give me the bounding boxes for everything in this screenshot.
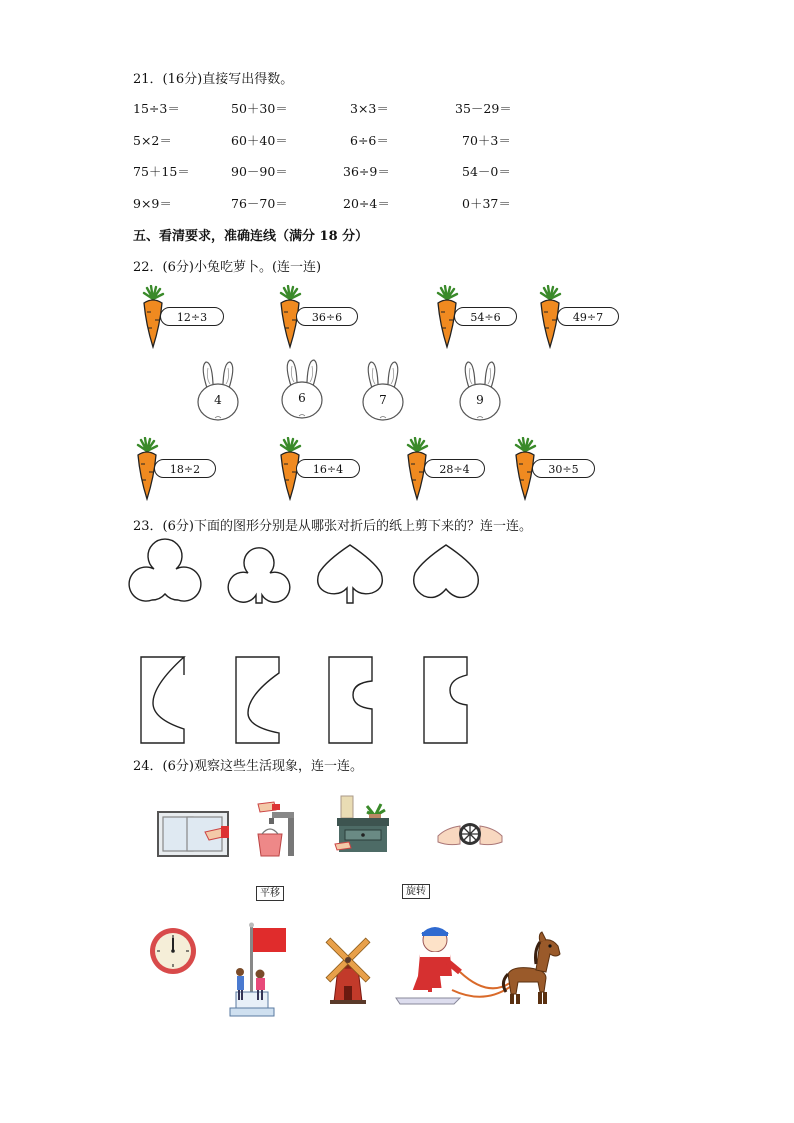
arith-item: 20÷4＝ xyxy=(343,196,390,211)
arith-item: 15÷3＝ xyxy=(133,101,180,116)
carrot-pill: 16÷4 xyxy=(296,459,360,478)
bunny-number: 9 xyxy=(476,393,484,407)
arith-item: 75＋15＝ xyxy=(133,164,190,179)
bunny-icon xyxy=(278,358,326,420)
arith-item: 9×9＝ xyxy=(133,196,172,211)
arith-item: 0＋37＝ xyxy=(462,196,511,211)
windmill-icon xyxy=(318,936,378,1006)
arith-item: 54－0＝ xyxy=(462,164,511,179)
bunny-number: 4 xyxy=(214,393,222,407)
bunny-number: 6 xyxy=(298,391,306,405)
bunny-number: 7 xyxy=(379,393,387,407)
arith-item: 76－70＝ xyxy=(231,196,288,211)
arith-item: 70＋3＝ xyxy=(462,133,511,148)
turning-lid-icon xyxy=(436,814,504,850)
q24-title: 24．(6分)观察这些生活现象，连一连。 xyxy=(133,759,363,774)
folded-paper-4 xyxy=(422,655,470,745)
drawer-icon xyxy=(335,796,391,854)
carrot-pill: 30÷5 xyxy=(532,459,595,478)
arith-item: 50＋30＝ xyxy=(231,101,288,116)
heart-shape xyxy=(410,543,482,601)
label-rotate: 旋转 xyxy=(402,884,430,899)
q23-title: 23．(6分)下面的图形分别是从哪张对折后的纸上剪下来的？连一连。 xyxy=(133,519,532,534)
arith-item: 35－29＝ xyxy=(455,101,512,116)
sliding-window-icon xyxy=(157,810,229,858)
arith-item: 5×2＝ xyxy=(133,133,172,148)
q22-title: 22．(6分)小兔吃萝卜。(连一连) xyxy=(133,260,322,275)
bunny-icon xyxy=(456,360,504,422)
clock-icon xyxy=(148,926,198,976)
arith-item: 3×3＝ xyxy=(350,101,389,116)
folded-paper-3 xyxy=(327,655,375,745)
carrot-pill: 54÷6 xyxy=(454,307,517,326)
bunny-icon xyxy=(359,360,407,422)
q21-title: 21．(16分)直接写出得数。 xyxy=(133,72,294,87)
arith-item: 60＋40＝ xyxy=(231,133,288,148)
arith-item: 36÷9＝ xyxy=(343,164,390,179)
carrot-pill: 36÷6 xyxy=(296,307,358,326)
carrot-pill: 18÷2 xyxy=(154,459,216,478)
folded-paper-1 xyxy=(139,655,187,745)
carrot-pill: 49÷7 xyxy=(557,307,619,326)
folded-paper-2 xyxy=(234,655,282,745)
section5-title: 五、看清要求，准确连线（满分 18 分） xyxy=(133,229,369,244)
carrot-pill: 28÷4 xyxy=(424,459,485,478)
spade-shape xyxy=(314,543,386,605)
trefoil-shape xyxy=(132,545,198,605)
label-translate: 平移 xyxy=(256,886,284,901)
faucet-icon xyxy=(254,800,298,858)
bunny-icon xyxy=(194,360,242,422)
flag-raising-icon xyxy=(228,922,290,1018)
carrot-pill: 12÷3 xyxy=(160,307,224,326)
arith-item: 90－90＝ xyxy=(231,164,288,179)
club-shape xyxy=(226,545,292,605)
horse-sled-icon xyxy=(390,920,566,1012)
arith-item: 6÷6＝ xyxy=(350,133,389,148)
